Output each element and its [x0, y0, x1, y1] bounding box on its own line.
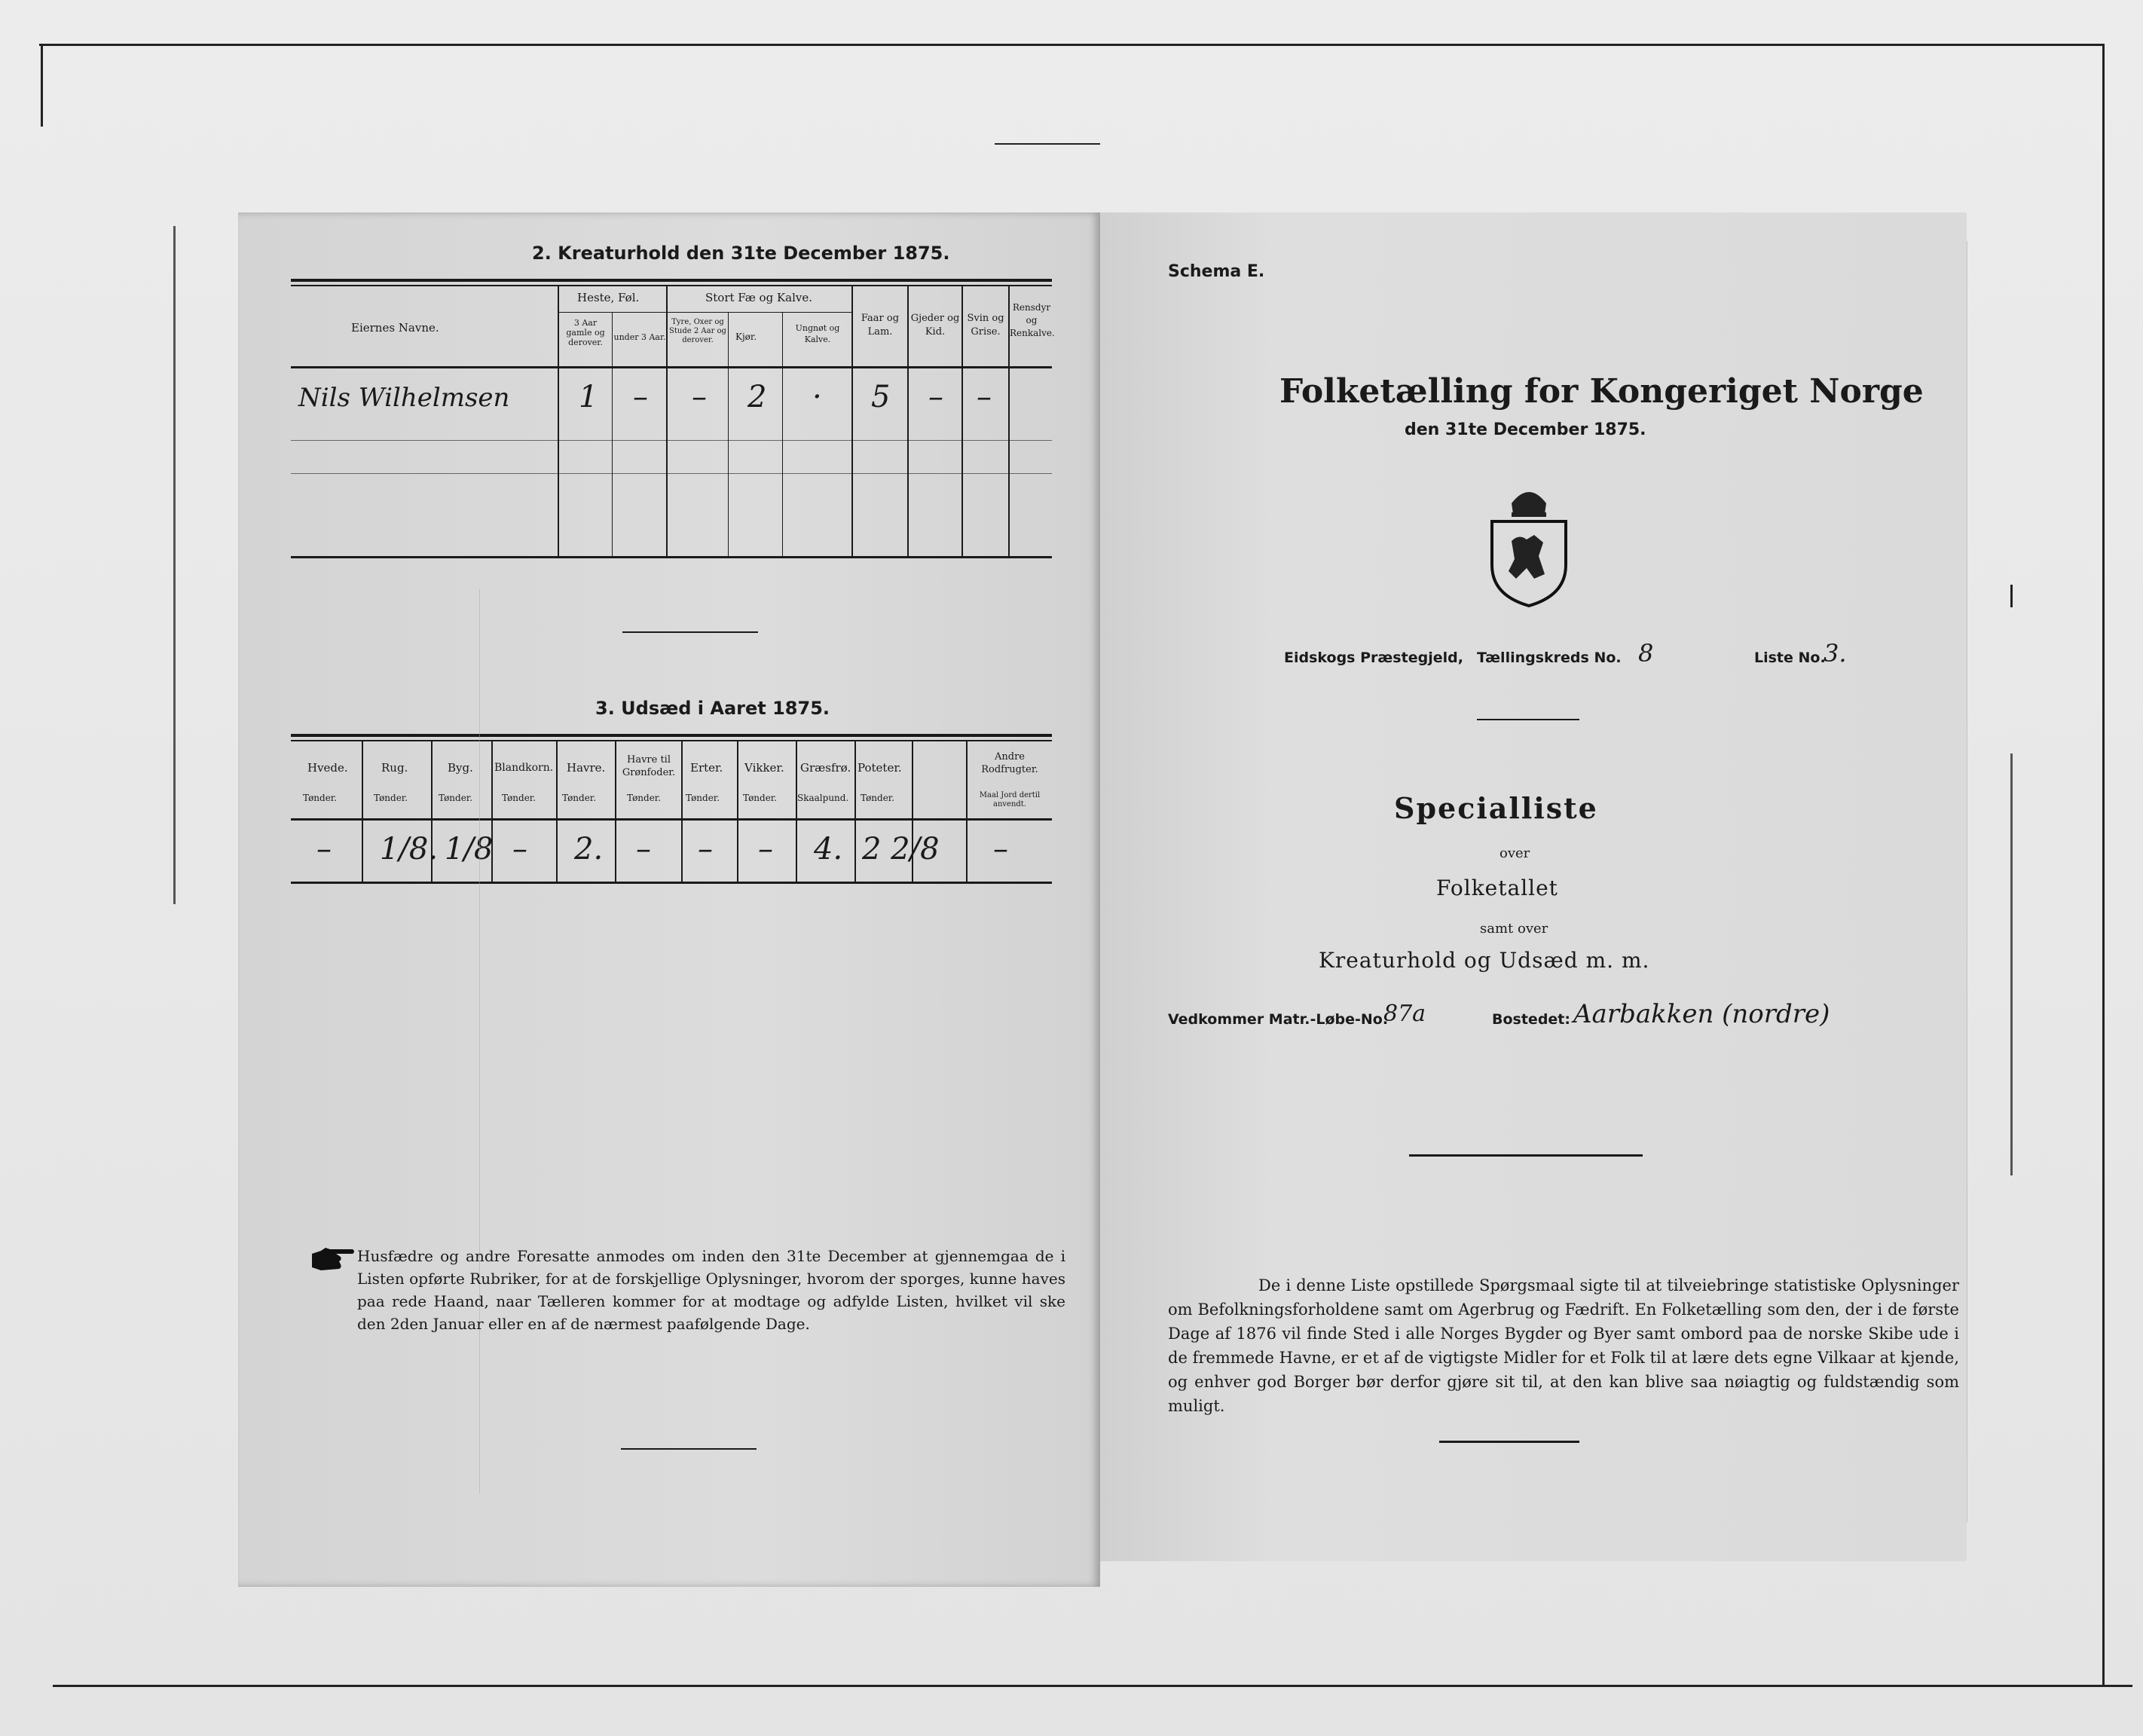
val-svin: – — [977, 380, 992, 414]
h3-blandkorn: Blandkorn. — [494, 762, 554, 774]
v3-rug: 1/8. — [380, 832, 439, 866]
stort-sub-rule — [666, 312, 851, 313]
scan-top-line — [39, 44, 2104, 46]
matr-label: Vedkommer Matr.-Løbe-No. — [1168, 1011, 1389, 1028]
schema-label: Schema E. — [1168, 262, 1265, 281]
owner-name: Nils Wilhelmsen — [298, 383, 510, 413]
table2-col1 — [558, 285, 559, 558]
divider-short — [622, 631, 758, 633]
u-byg: Tønder. — [439, 793, 473, 803]
table2-bottom-rule — [291, 556, 1052, 558]
matr-value: 87a — [1383, 1001, 1426, 1027]
u-graesfro: Skaalpund. — [797, 793, 849, 803]
samt-over: samt over — [1480, 921, 1548, 937]
v3-erter: – — [698, 832, 713, 866]
scan-left-tick — [173, 226, 176, 904]
prestegjeld-label: Eidskogs Præstegjeld, — [1284, 649, 1463, 666]
kreatur-line: Kreaturhold og Udsæd m. m. — [1319, 948, 1650, 973]
right-tick-2 — [2010, 753, 2013, 1175]
footer-paragraph: De i denne Liste opstillede Spørgsmaal sigte til at tilveiebringe statistiske Oplysninger om Befolkningsforholdene samt om Agerbrug og Fædrift. En Folketælling som den, der i de første Dage af 1876 vil finde Sted i alle Norges Bygder og Byer samt ombord paa de norske Skibe ude i de fremmede Havne, er et af de vigtigste Midler for et Folk til at lære dets egne Vilkaar at kjende, og enhver god Borger bør derfor gjøre sit til, at den kan blive saa nøiagtig og fuldstændig som muligt. — [1168, 1276, 1959, 1415]
v3-havre-gron: – — [636, 832, 651, 866]
t3-col4 — [556, 740, 558, 883]
v3-byg: 1/8 — [445, 832, 494, 866]
section2-title: 2. Kreaturhold den 31te December 1875. — [532, 243, 950, 264]
v3-poteter: 2 2/8 — [862, 832, 940, 866]
h3-havre: Havre. — [567, 761, 606, 775]
u-erter: Tønder. — [686, 793, 720, 803]
table2-top-rule — [291, 279, 1052, 282]
v3-vikker: – — [758, 832, 773, 866]
t3-col5 — [615, 740, 616, 883]
table2-col2 — [612, 312, 613, 558]
u-rug: Tønder. — [374, 793, 408, 803]
hdr-heste-b: under 3 Aar. — [613, 332, 666, 342]
coat-of-arms-icon — [1481, 481, 1576, 609]
title-date: den 31te December 1875. — [1405, 420, 1646, 439]
bosted-value: Aarbakken (nordre) — [1573, 999, 1830, 1029]
h3-vikker: Vikker. — [744, 761, 784, 775]
t3-col6 — [681, 740, 683, 883]
h3-erter: Erter. — [690, 761, 723, 775]
divider-bottom — [621, 1448, 757, 1450]
table3-bottom-rule — [291, 882, 1052, 884]
table2-header-rule — [291, 366, 1052, 368]
hdr-stort: Stort Fæ og Kalve. — [705, 291, 813, 304]
left-page — [238, 212, 1100, 1587]
section3-title: 3. Udsæd i Aaret 1875. — [595, 698, 830, 719]
heste-sub-rule — [558, 312, 666, 313]
notice-text: Husfædre og andre Foresatte anmodes om inden den 31te December at gjennemgaa de i Listen opførte Rubriker, for at de forskjellige Oplysninger, hvorom der sporges, kunne haves paa rede Haand, naar Tælleren kommer for at modtage og adfylde Listen, hvilket vil ske den 2den Januar eller en af de nærmest paafølgende Dage. — [357, 1247, 1065, 1333]
t3-col1 — [362, 740, 363, 883]
u-vikker: Tønder. — [743, 793, 778, 803]
table2-col5 — [782, 312, 783, 558]
t3-col8 — [796, 740, 797, 883]
h3-graesfro: Græsfrø. — [800, 761, 851, 775]
hdr-heste: Heste, Føl. — [577, 291, 640, 304]
pointing-hand-icon — [310, 1245, 356, 1275]
scan-left-line — [41, 44, 43, 127]
krets-label: Tællingskreds No. — [1477, 649, 1622, 666]
hdr-svin: Svin og Grise. — [967, 313, 1004, 338]
hdr-stort-a: Tyre, Oxer og Stude 2 Aar og derover. — [669, 318, 726, 344]
v3-havre: 2. — [574, 832, 604, 866]
krets-value: 8 — [1638, 639, 1654, 668]
val-heste-a: 1 — [579, 380, 598, 414]
h3-byg: Byg. — [448, 761, 473, 775]
u-havre: Tønder. — [562, 793, 597, 803]
u-andre: Maal Jord dertil anvendt. — [979, 791, 1041, 808]
table2-top-rule2 — [291, 285, 1052, 286]
right-page — [1100, 212, 1967, 1561]
u-havre-gron: Tønder. — [627, 793, 662, 803]
val-stort-b: 2 — [747, 380, 767, 414]
val-faar: 5 — [871, 380, 891, 414]
hdr-stort-b: Kjør. — [735, 332, 757, 342]
val-stort-c: · — [812, 380, 822, 414]
table2-row-rule2 — [291, 473, 1052, 474]
right-divider-3 — [1439, 1441, 1579, 1443]
val-stort-a: – — [692, 380, 707, 414]
main-title: Folketælling for Kongeriget Norge — [1279, 372, 1924, 411]
t3-col7 — [737, 740, 738, 883]
val-gjeder: – — [928, 380, 943, 414]
h3-andre: Andre Rodfrugter. — [981, 751, 1038, 775]
liste-label: Liste No. — [1754, 649, 1826, 666]
v3-hvede: – — [316, 832, 332, 866]
hdr-gjeder: Gjeder og Kid. — [910, 313, 960, 338]
v3-andre: – — [993, 832, 1008, 866]
liste-value: 3. — [1824, 639, 1847, 668]
u-hvede: Tønder. — [303, 793, 338, 803]
hdr-owner: Eiernes Navne. — [351, 321, 439, 335]
table3-header-rule — [291, 818, 1052, 821]
u-poteter: Tønder. — [861, 793, 895, 803]
special-title: Specialliste — [1394, 791, 1598, 825]
table2-col4 — [728, 312, 729, 558]
hdr-heste-a: 3 Aar gamle og derover. — [566, 318, 605, 347]
table3-top-rule — [291, 734, 1052, 737]
table2-row-rule1 — [291, 440, 1052, 441]
over-1: over — [1499, 845, 1530, 861]
h3-havre-gron: Havre til Grønfoder. — [622, 754, 676, 778]
right-tick-1 — [2010, 585, 2013, 607]
v3-blandkorn: – — [512, 832, 527, 866]
underlying-form-edge — [1967, 241, 2088, 1522]
val-heste-b: – — [633, 380, 648, 414]
t3-col9 — [854, 740, 856, 883]
h3-rug: Rug. — [381, 761, 408, 775]
hdr-stort-c: Ungnøt og Kalve. — [795, 323, 840, 344]
table2-col6 — [851, 285, 853, 558]
bleed-through-column — [479, 589, 555, 1493]
table3-top-rule2 — [291, 740, 1052, 741]
hdr-rensdyr: Rensdyr og Renkalve. — [1010, 302, 1055, 338]
scan-mid-line — [995, 143, 1100, 145]
scan-bottom-line — [53, 1685, 2132, 1687]
right-divider-1 — [1477, 719, 1579, 720]
u-blandkorn: Tønder. — [502, 793, 537, 803]
h3-hvede: Hvede. — [307, 761, 348, 775]
scan-right-line — [2102, 44, 2105, 1686]
folketallet: Folketallet — [1436, 876, 1558, 900]
bosted-label: Bostedet: — [1492, 1011, 1570, 1028]
hdr-faar: Faar og Lam. — [861, 313, 900, 338]
right-divider-2 — [1409, 1154, 1643, 1157]
v3-graesfro: 4. — [814, 832, 843, 866]
h3-poteter: Poteter. — [858, 761, 902, 775]
